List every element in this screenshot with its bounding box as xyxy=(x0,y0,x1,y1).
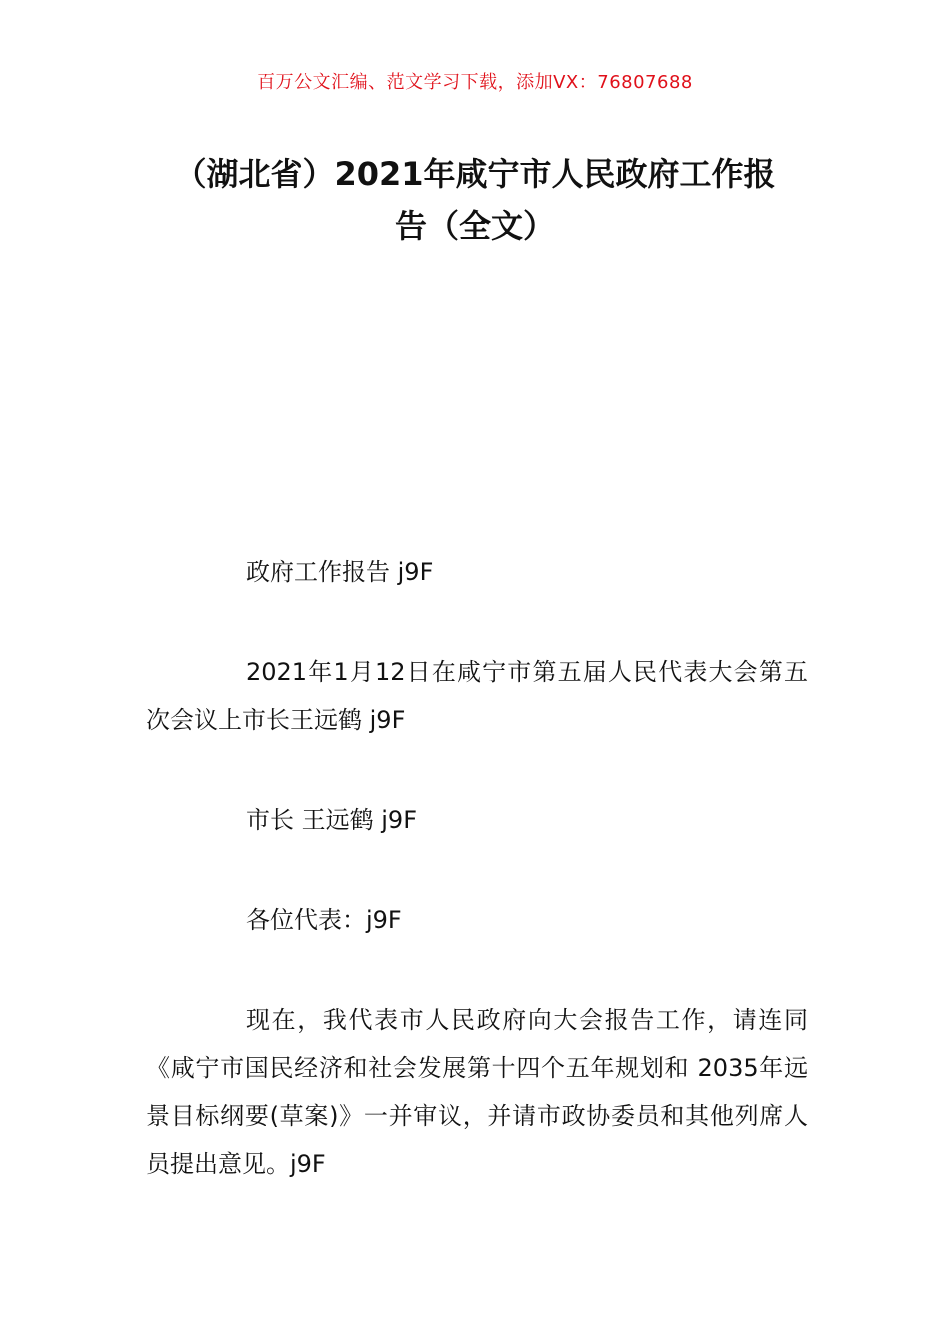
paragraph-intro: 现在，我代表市人民政府向大会报告工作，请连同《咸宁市国民经济和社会发展第十四个五年规划和 2035年远景目标纲要(草案)》一并审议，并请市政协委员和其他列席人员提出意见。j9F xyxy=(146,1006,808,1178)
paragraph-date-venue: 2021年1月12日在咸宁市第五届人民代表大会第五次会议上市长王远鹤 j9F xyxy=(146,658,808,734)
title-line-2: 告（全文） xyxy=(394,207,555,245)
paragraph-report-label: 政府工作报告 j9F xyxy=(246,558,434,586)
paragraph-speaker: 市长 王远鹤 j9F xyxy=(246,806,417,834)
paragraph-salutation: 各位代表：j9F xyxy=(246,906,402,934)
header-note: 百万公文汇编、范文学习下载，添加VX：76807688 xyxy=(257,72,693,93)
document-body xyxy=(146,548,808,1240)
document-title xyxy=(140,148,810,252)
title-line-1: （湖北省）2021年咸宁市人民政府工作报 xyxy=(174,155,776,193)
